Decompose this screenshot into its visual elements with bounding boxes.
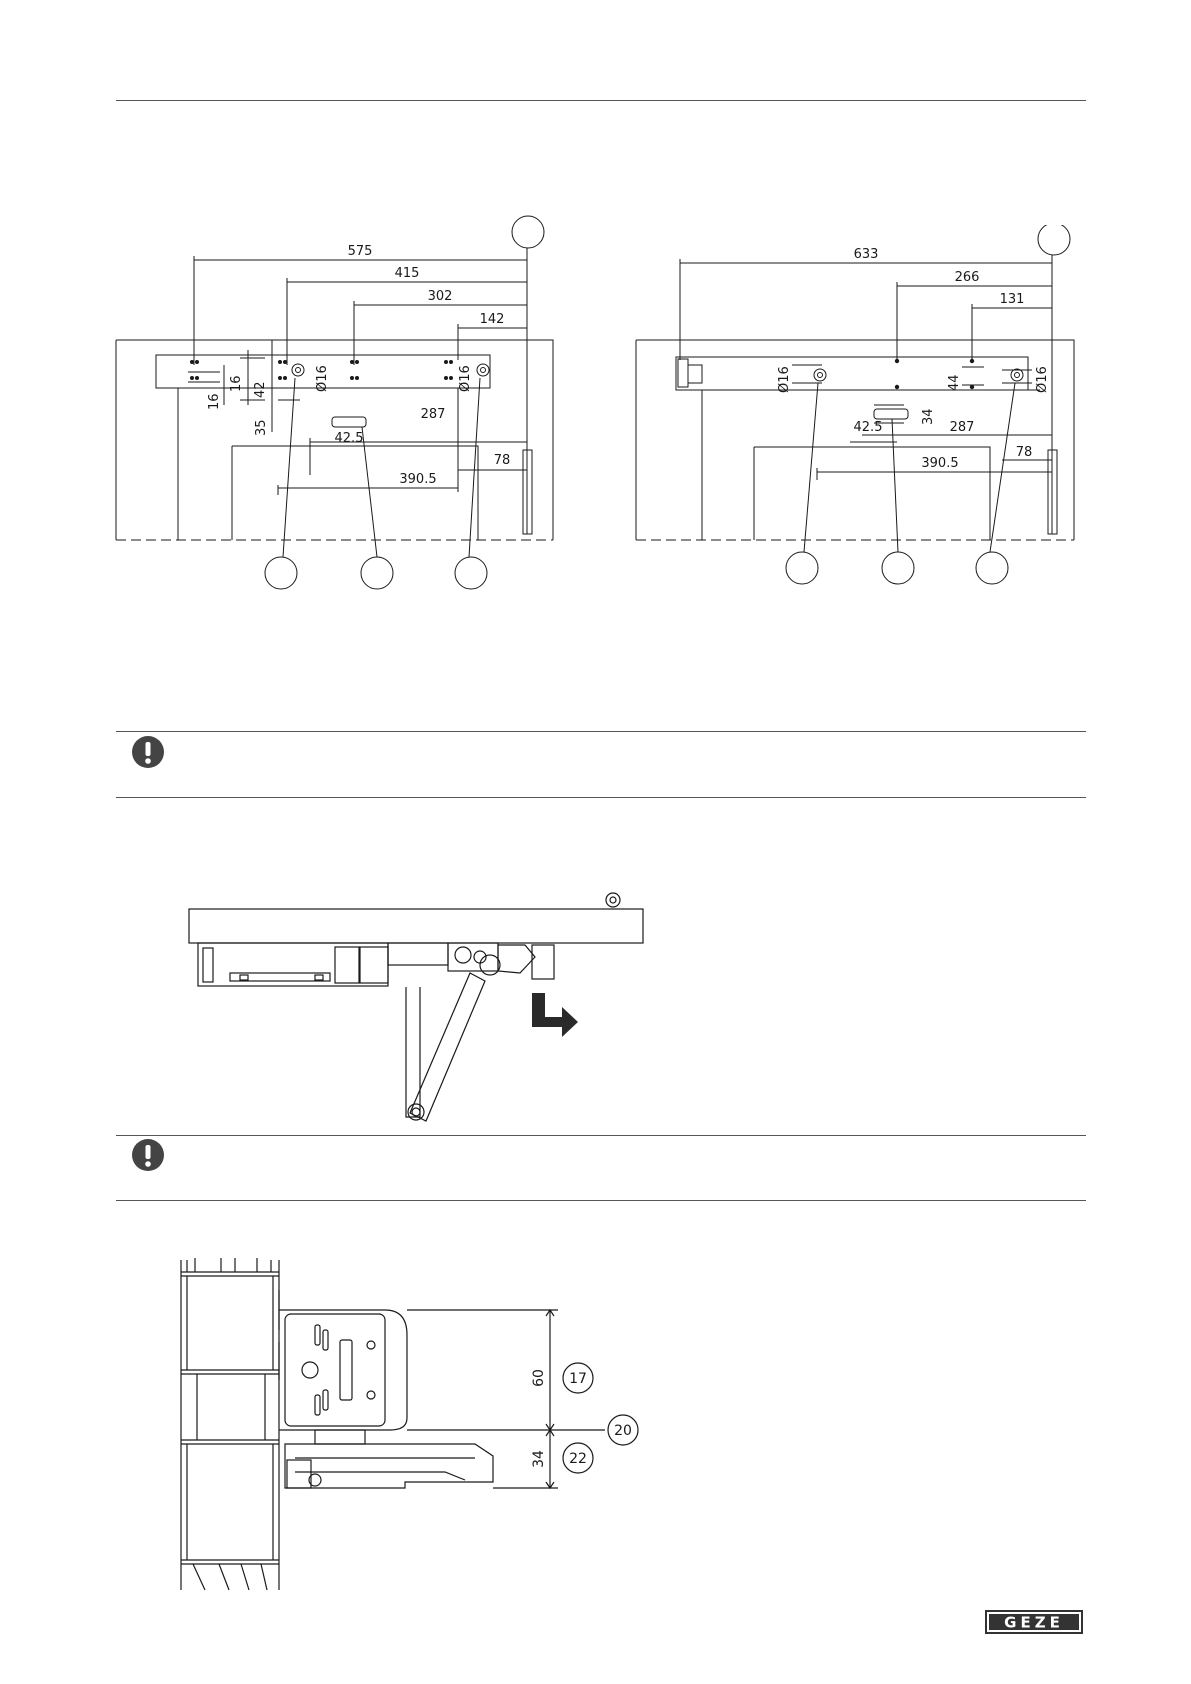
dim-label: 78	[493, 453, 511, 468]
rule-warning-2-top	[116, 1135, 1086, 1136]
dim-label: 78	[1015, 445, 1033, 460]
door-closer-assembly	[180, 885, 650, 1130]
dim-label: 34	[531, 1450, 547, 1468]
dim-label: 42	[253, 381, 268, 398]
dim-label: Ø16	[315, 365, 330, 392]
dim-label: Ø16	[1035, 366, 1050, 393]
dim-label: 16	[207, 393, 222, 410]
logo-text: GEZE	[1004, 1613, 1064, 1632]
profile-cross-section	[175, 1250, 695, 1595]
dim-label: 390.5	[399, 472, 437, 487]
mounting-plan-left	[100, 210, 570, 600]
warning-icon	[131, 1138, 165, 1172]
callout-22: 22	[569, 1451, 587, 1467]
dim-label: Ø16	[458, 365, 473, 392]
mounting-plan-right	[622, 225, 1092, 600]
dim-label: 302	[427, 289, 453, 304]
dim-label: 266	[954, 270, 980, 285]
rule-warning-1-bottom	[116, 797, 1086, 798]
dim-label: 44	[947, 374, 962, 391]
dim-label: 35	[254, 419, 269, 436]
dim-label: 633	[853, 247, 879, 262]
warning-icon	[131, 735, 165, 769]
dim-label: 42.5	[853, 420, 883, 435]
callout-20: 20	[614, 1423, 632, 1439]
dim-label: 415	[394, 266, 420, 281]
dim-label: 34	[921, 408, 936, 425]
dim-label: 287	[949, 420, 975, 435]
top-rule	[116, 100, 1086, 101]
rule-warning-1-top	[116, 731, 1086, 732]
dim-label: 287	[420, 407, 446, 422]
dim-label: Ø16	[777, 366, 792, 393]
geze-logo	[985, 1610, 1083, 1634]
callout-17: 17	[569, 1371, 587, 1387]
dim-label: 60	[531, 1369, 547, 1387]
dim-label: 142	[479, 312, 505, 327]
dim-label: 42.5	[334, 431, 364, 446]
direction-arrow-icon	[532, 993, 578, 1037]
rule-warning-2-bottom	[116, 1200, 1086, 1201]
dim-label: 131	[999, 292, 1025, 307]
dim-label: 390.5	[921, 456, 959, 471]
dim-label: 16	[229, 375, 244, 392]
dim-label: 575	[347, 244, 373, 259]
